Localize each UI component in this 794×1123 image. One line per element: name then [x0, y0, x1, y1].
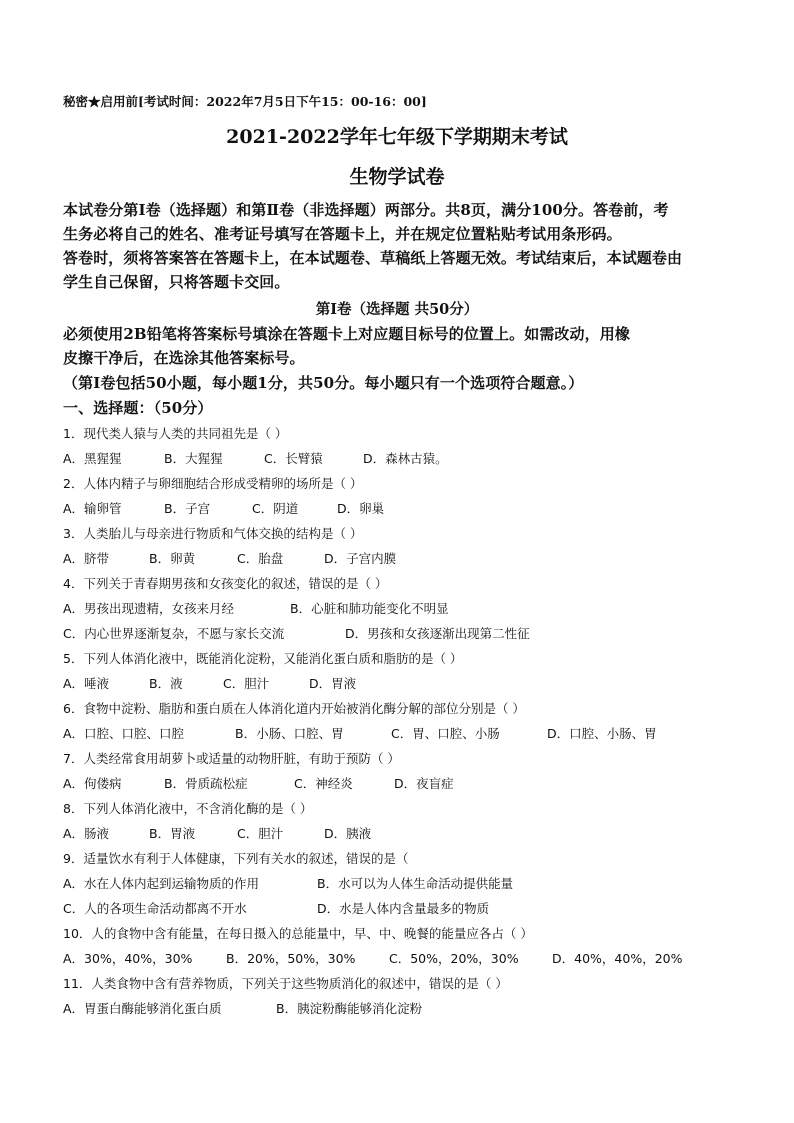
question-option: D．胰液 [324, 826, 372, 841]
question-option: A．输卵管 [63, 501, 122, 516]
question-option: C．胆汁 [237, 826, 284, 841]
question-option: C．胃、口腔、小肠 [391, 726, 500, 741]
question-option: B．小肠、口腔、胃 [235, 726, 344, 741]
exam-title: 2021-2022学年七年级下学期期末考试 [226, 126, 568, 148]
question-option: B．心脏和肺功能变化不明显 [290, 601, 449, 616]
question-option: B．子宫 [164, 501, 211, 516]
question-stem: 8．下列人体消化液中，不含消化酶的是（ ） [63, 801, 313, 816]
question-stem: 9．适量饮水有利于人体健康，下列有关水的叙述，错误的是（ [63, 851, 409, 866]
volume-note-line: 必须使用2B铅笔将答案标号填涂在答题卡上对应题目标号的位置上。如需改动，用橡 [63, 325, 630, 343]
question-option: C．内心世界逐渐复杂，不愿与家长交流 [63, 626, 285, 641]
section-heading: 一、选择题：（50分） [63, 399, 213, 417]
question-option: B．水可以为人体生命活动提供能量 [317, 876, 514, 891]
question-option: D．水是人体内含量最多的物质 [317, 901, 490, 916]
question-option: A．唾液 [63, 676, 110, 691]
question-stem: 3．人类胎儿与母亲进行物质和气体交换的结构是（ ） [63, 526, 363, 541]
volume-note-line: （第Ⅰ卷包括50小题，每小题1分，共50分。每小题只有一个选项符合题意。） [63, 374, 584, 392]
question-option: D．森林古猿。 [363, 451, 448, 466]
question-option: A．黑猩猩 [63, 451, 122, 466]
instruction-line: 答卷时，须将答案答在答题卡上，在本试题卷、草稿纸上答题无效。考试结束后，本试题卷由 [63, 249, 683, 267]
volume-note-line: 皮擦干净后，在选涂其他答案标号。 [63, 349, 305, 367]
volume-title: 第Ⅰ卷（选择题 共50分） [315, 301, 479, 318]
question-option: D．胃液 [309, 676, 357, 691]
subject-title: 生物学试卷 [349, 166, 445, 188]
question-stem: 11．人类食物中含有营养物质，下列关于这些物质消化的叙述中，错误的是（ ） [63, 976, 508, 991]
question-option: A．脐带 [63, 551, 110, 566]
question-stem: 4．下列关于青春期男孩和女孩变化的叙述，错误的是（ ） [63, 576, 388, 591]
question-option: B．液 [149, 676, 183, 691]
question-option: B．卵黄 [149, 551, 196, 566]
exam-time-header: 秘密★启用前[考试时间：2022年7月5日下午15：00-16：00] [63, 94, 427, 109]
question-option: D．男孩和女孩逐渐出现第二性征 [345, 626, 530, 641]
question-option: A．佝偻病 [63, 776, 122, 791]
question-option: A．男孩出现遗精，女孩来月经 [63, 601, 235, 616]
question-option: D．夜盲症 [394, 776, 454, 791]
instruction-line: 本试卷分第Ⅰ卷（选择题）和第Ⅱ卷（非选择题）两部分。共8页，满分100分。答卷前，考 [63, 201, 669, 219]
question-option: C．神经炎 [294, 776, 353, 791]
question-option: C．长臂猿 [264, 451, 323, 466]
question-stem: 5．下列人体消化液中，既能消化淀粉，又能消化蛋白质和脂肪的是（ ） [63, 651, 463, 666]
question-option: C．50%，20%，30% [389, 951, 519, 966]
question-stem: 2．人体内精子与卵细胞结合形成受精卵的场所是（ ） [63, 476, 363, 491]
question-option: D．卵巢 [337, 501, 385, 516]
question-option: C．胎盘 [237, 551, 284, 566]
question-option: B．胃液 [149, 826, 196, 841]
question-option: D．40%，40%，20% [552, 951, 683, 966]
question-option: D．子宫内膜 [324, 551, 397, 566]
question-stem: 10．人的食物中含有能量，在每日摄入的总能量中，早、中、晚餐的能量应各占（ ） [63, 926, 533, 941]
question-option: A．口腔、口腔、口腔 [63, 726, 185, 741]
question-option: A．胃蛋白酶能够消化蛋白质 [63, 1001, 222, 1016]
instruction-line: 学生自己保留，只将答题卡交回。 [63, 273, 290, 291]
question-option: C．胆汁 [223, 676, 270, 691]
question-option: B．骨质疏松症 [164, 776, 248, 791]
question-stem: 1．现代类人猿与人类的共同祖先是（ ） [63, 426, 288, 441]
question-option: C．人的各项生命活动都离不开水 [63, 901, 247, 916]
question-option: A．水在人体内起到运输物质的作用 [63, 876, 260, 891]
question-stem: 7．人类经常食用胡萝卜或适量的动物肝脏，有助于预防（ ） [63, 751, 400, 766]
question-option: A．30%，40%，30% [63, 951, 193, 966]
question-option: C．阴道 [252, 501, 299, 516]
question-option: D．口腔、小肠、胃 [547, 726, 657, 741]
question-option: B．大猩猩 [164, 451, 223, 466]
question-option: B．20%，50%，30% [226, 951, 356, 966]
question-option: B．胰淀粉酶能够消化淀粉 [276, 1001, 423, 1016]
question-option: A．肠液 [63, 826, 110, 841]
instruction-line: 生务必将自己的姓名、准考证号填写在答题卡上，并在规定位置粘贴考试用条形码。 [63, 225, 622, 243]
question-stem: 6．食物中淀粉、脂肪和蛋白质在人体消化道内开始被消化酶分解的部位分别是（ ） [63, 701, 525, 716]
